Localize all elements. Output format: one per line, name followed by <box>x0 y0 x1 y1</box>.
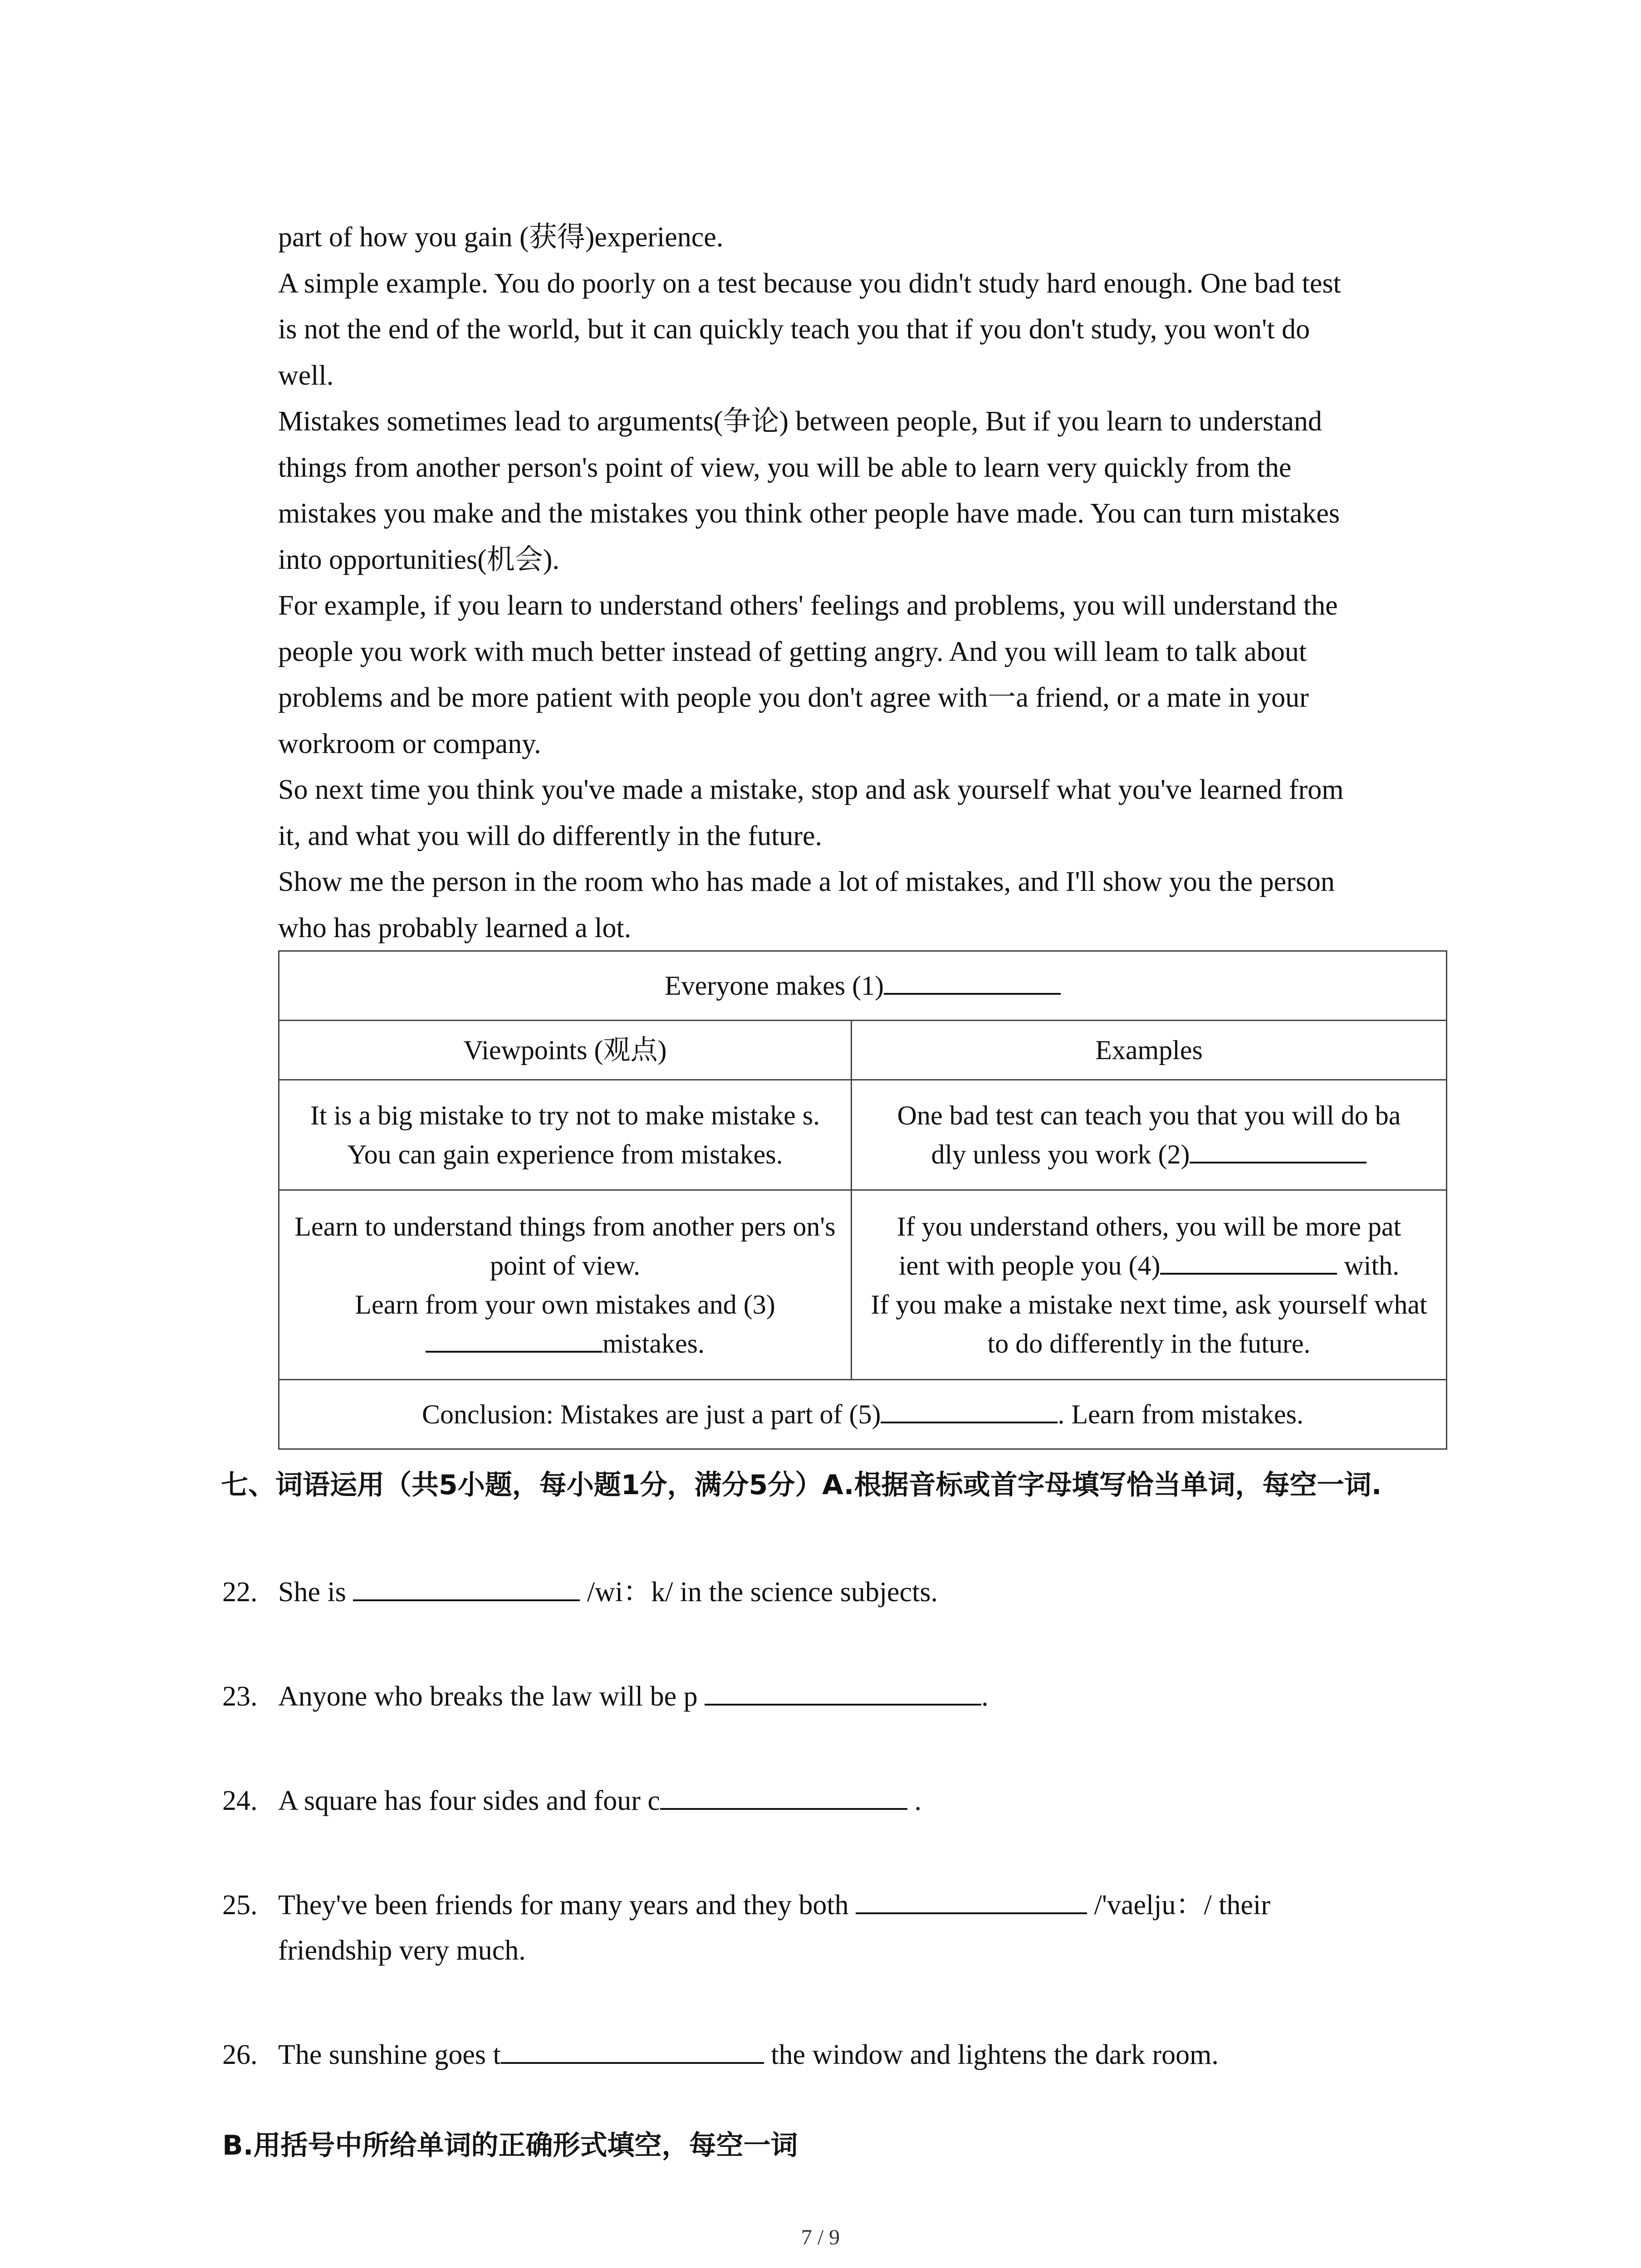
passage-line: it, and what you will do differently in the future. <box>278 820 822 851</box>
question-text: They've been friends for many years and they both <box>278 1890 856 1921</box>
answer-blank-23[interactable] <box>705 1677 981 1706</box>
example-1-line-b <box>858 1135 1440 1174</box>
question-text-after: . <box>981 1681 989 1712</box>
question-23 <box>222 1674 1447 1719</box>
passage-line: A simple example. You do poorly on a test because you didn't study hard enough. One bad test <box>278 268 1341 299</box>
blank-1[interactable] <box>884 967 1061 995</box>
header-examples: Examples <box>852 1021 1447 1080</box>
question-text: She is <box>278 1577 353 1608</box>
question-number: 26. <box>222 2039 258 2070</box>
question-24 <box>222 1778 1447 1823</box>
question-text-after: /wi：k/ in the science subjects. <box>580 1577 938 1608</box>
question-number: 23. <box>222 1681 258 1712</box>
conclusion-cell <box>279 1380 1447 1449</box>
example-2-line-b <box>858 1246 1440 1285</box>
passage-line: well. <box>278 360 334 391</box>
passage-line: people you work with much better instead of getting angry. And you will leam to talk about <box>278 636 1307 667</box>
question-continuation: friendship very much. <box>278 1935 526 1966</box>
passage-line: For example, if you learn to understand others' feelings and problems, you will understand the <box>278 590 1338 621</box>
passage-line: who has probably learned a lot. <box>278 912 632 943</box>
passage-line: into opportunities(机会). <box>278 544 559 575</box>
answer-blank-22[interactable] <box>353 1573 580 1601</box>
example-1-line-a: One bad test can teach you that you will do ba <box>897 1100 1401 1130</box>
viewpoint-2-line-b: Learn from your own mistakes and (3) <box>355 1289 775 1320</box>
example-2 <box>852 1190 1447 1380</box>
question-text: Anyone who breaks the law will be p <box>278 1681 705 1712</box>
viewpoint-2-text-c: mistakes. <box>603 1328 705 1359</box>
question-25 <box>222 1882 1447 1973</box>
conclusion-text-a: Conclusion: Mistakes are just a part of (5) <box>422 1399 881 1429</box>
answer-blank-25[interactable] <box>856 1886 1087 1914</box>
passage-line: is not the end of the world, but it can quickly teach you that if you don't study, you won't do <box>278 314 1310 345</box>
example-1-text-b: dly unless you work (2) <box>931 1139 1190 1169</box>
question-text-after: . <box>907 1785 921 1816</box>
example-2-line-d: If you make a mistake next time, ask yourself what to do differently in the future. <box>871 1289 1427 1359</box>
question-number: 24. <box>222 1785 258 1816</box>
section-b-heading: B.用括号中所给单词的正确形式填空，每空一词 <box>222 2130 798 2161</box>
summary-table <box>278 950 1447 1450</box>
blank-3[interactable] <box>426 1325 603 1353</box>
passage-line: So next time you think you've made a mistake, stop and ask yourself what you've learned from <box>278 774 1344 805</box>
blank-5[interactable] <box>881 1395 1058 1423</box>
viewpoint-1-text: It is a big mistake to try not to make mistake s. You can gain experience from mistakes. <box>310 1100 820 1169</box>
example-2-text-b: ient with people you (4) <box>898 1250 1161 1281</box>
blank-4[interactable] <box>1160 1246 1337 1275</box>
viewpoint-2 <box>279 1190 852 1380</box>
blank-2[interactable] <box>1190 1135 1367 1163</box>
example-2-text-c: with. <box>1337 1250 1400 1281</box>
question-22 <box>222 1569 1447 1615</box>
page-number: 7 / 9 <box>801 2225 840 2249</box>
passage-line: workroom or company. <box>278 728 541 759</box>
example-2-line-a: If you understand others, you will be more pat <box>896 1211 1401 1242</box>
question-text: A square has four sides and four c <box>278 1785 660 1816</box>
example-1 <box>852 1080 1447 1190</box>
passage-line: mistakes you make and the mistakes you think other people have made. You can turn mistakes <box>278 498 1340 529</box>
passage-line: Show me the person in the room who has made a lot of mistakes, and I'll show you the person <box>278 866 1335 897</box>
passage-line: things from another person's point of view, you will be able to learn very quickly from the <box>278 452 1292 483</box>
question-number: 22. <box>222 1577 258 1608</box>
viewpoint-2-line-a: Learn to understand things from another pers on's point of view. <box>294 1211 836 1281</box>
section-7-heading: 七、词语运用（共5小题，每小题1分，满分5分）A.根据音标或首字母填写恰当单词，每空一词. <box>221 1469 1382 1501</box>
question-26 <box>222 2032 1447 2077</box>
viewpoint-2-line-c <box>286 1324 844 1363</box>
conclusion-text-b: . Learn from mistakes. <box>1058 1399 1303 1429</box>
passage-line: problems and be more patient with people you don't agree with一a friend, or a mate in your <box>278 682 1309 713</box>
question-number: 25. <box>222 1890 258 1921</box>
question-text-after: the window and lightens the dark room. <box>764 2039 1219 2070</box>
question-text-after: /'vaelju：/ their <box>1087 1890 1270 1921</box>
question-text: The sunshine goes t <box>278 2039 501 2070</box>
passage-line: part of how you gain (获得)experience. <box>278 222 724 253</box>
reading-passage <box>278 215 1449 951</box>
viewpoint-1 <box>279 1080 852 1190</box>
table-title-cell <box>279 951 1447 1021</box>
passage-line: Mistakes sometimes lead to arguments(争论) between people, But if you learn to understand <box>278 406 1322 437</box>
answer-blank-26[interactable] <box>501 2036 764 2064</box>
answer-blank-24[interactable] <box>660 1782 907 1810</box>
table-title: Everyone makes (1) <box>664 971 884 1001</box>
header-viewpoints: Viewpoints (观点) <box>279 1021 852 1080</box>
